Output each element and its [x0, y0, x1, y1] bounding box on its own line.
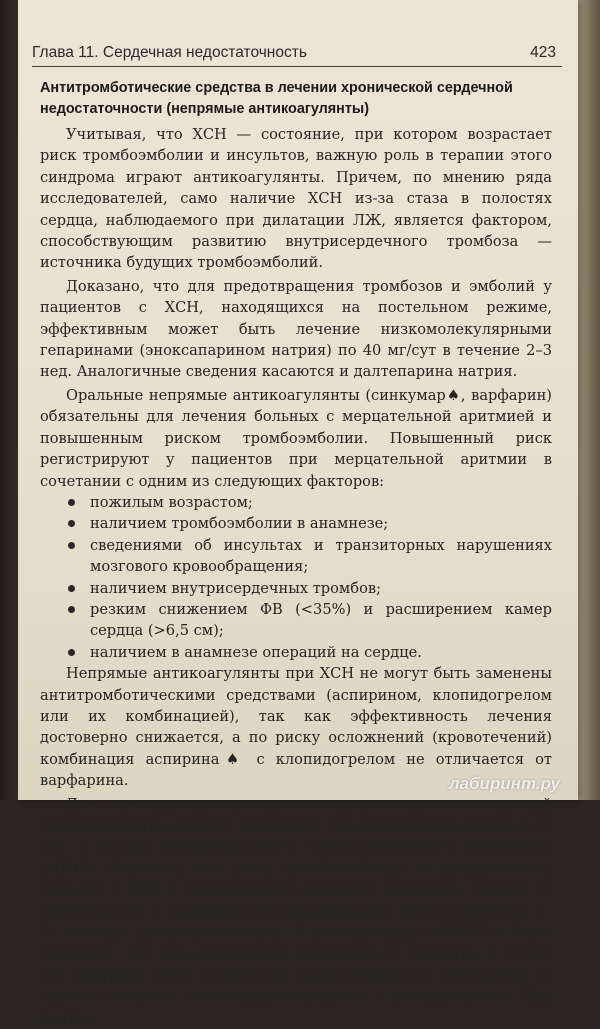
page-content	[40, 78, 552, 1029]
list-item-text: резким снижением ФВ (<35%) и расширением камер сердца (>6,5 см);	[90, 600, 552, 640]
bullet-icon	[68, 542, 75, 549]
list-item-text: сведениями об инсультах и транзиторных нарушениях мозгового кровообращения;	[90, 536, 552, 576]
paragraph: Учитывая, что ХСН — состояние, при котором возрастает риск тромбоэмболии и инсультов, важную роль в терапии этого синдрома играют антикоагулянты. Причем, по мнению ряда исследователей, само наличие ХСН из-за стаза в полостях сердца, наблюдаемого при дилатации ЛЖ, является фактором, способствующим развитию внутрисердечного тромбоза — источника будущих тромбоэмболий.	[40, 126, 552, 272]
list-item-text: пожилым возрастом;	[90, 493, 253, 511]
list-item-text: наличием в анамнезе операций на сердце.	[90, 643, 422, 661]
list-item	[68, 513, 552, 534]
watermark-logo: лабиринт.ру	[449, 774, 560, 793]
header-rule	[32, 66, 562, 67]
bullet-icon	[68, 649, 75, 656]
book-page	[18, 0, 578, 1027]
page-number: 423	[530, 44, 556, 61]
list-item	[68, 599, 552, 642]
bullet-icon	[68, 520, 75, 527]
running-header	[32, 44, 562, 70]
paragraph: Доказано, что для предотвращения тромбозов и эмболий у пациентов с ХСН, находящихся на постельном режиме, эффективным может быть лечение низкомолекулярными гепаринами (эноксапарином натрия) по 40 мг/сут в течение 2–3 нед. Аналогичные сведения касаются и далтепарина натрия.	[40, 277, 552, 381]
paragraph: Непрямые антикоагулянты при ХСН не могут быть заменены антитромботическими средствами (аспирином, клопидогрелом или их комбинацией), так как эффективность лечения достоверно снижается, а по риску осложнений (кровотечений) комбинация аспирина♠ с клопидогрелом не отличается от варфарина.	[40, 665, 552, 790]
section-title: Антитромботические средства в лечении хронической сердечной недостаточности (непрямые антикоагулянты)	[40, 80, 513, 117]
list-item	[68, 492, 552, 513]
bullet-icon	[68, 606, 75, 613]
bullet-icon	[68, 585, 75, 592]
list-item	[68, 642, 552, 663]
paragraph: Оральные непрямые антикоагулянты (синкумар♠, варфарин) обязательны для лечения больных с мерцательной аритмией и повышенным риском тромбоэмболии. Повышенный риск регистрируют у пациентов при мерцательной аритмии в сочетании с одним из следующих факторов:	[40, 386, 552, 490]
paragraph: Для уменьшения риска геморрагических осложнений антикоагулянты следует применять при тщательном контроле (1 раз в месяц) Международного нормализованного отношения (МНО). Известно, что риск тромбоэмболии и выживаемость больных с ХСН и мерцательной аритмией напрямую зависят от длительности и правильности (поддержания МНО в пределах 2–3) лечения антикоагулянтами. В исследовании ACTIVE-W было показано, что при назначении варфарина (1 таблетка в сутки) без контроля МНО количество кровотечений не отличается от такового на фоне комбинации аспирина♠ с клопидогрелом. При контро-	[40, 795, 552, 1027]
chapter-title: Глава 11. Сердечная недостаточность	[32, 44, 307, 61]
risk-factor-list	[40, 492, 552, 663]
list-item	[68, 578, 552, 599]
list-item	[68, 535, 552, 578]
list-item-text: наличием тромбоэмболии в анамнезе;	[90, 515, 389, 533]
bullet-icon	[68, 499, 75, 506]
list-item-text: наличием внутрисердечных тромбов;	[90, 579, 381, 597]
